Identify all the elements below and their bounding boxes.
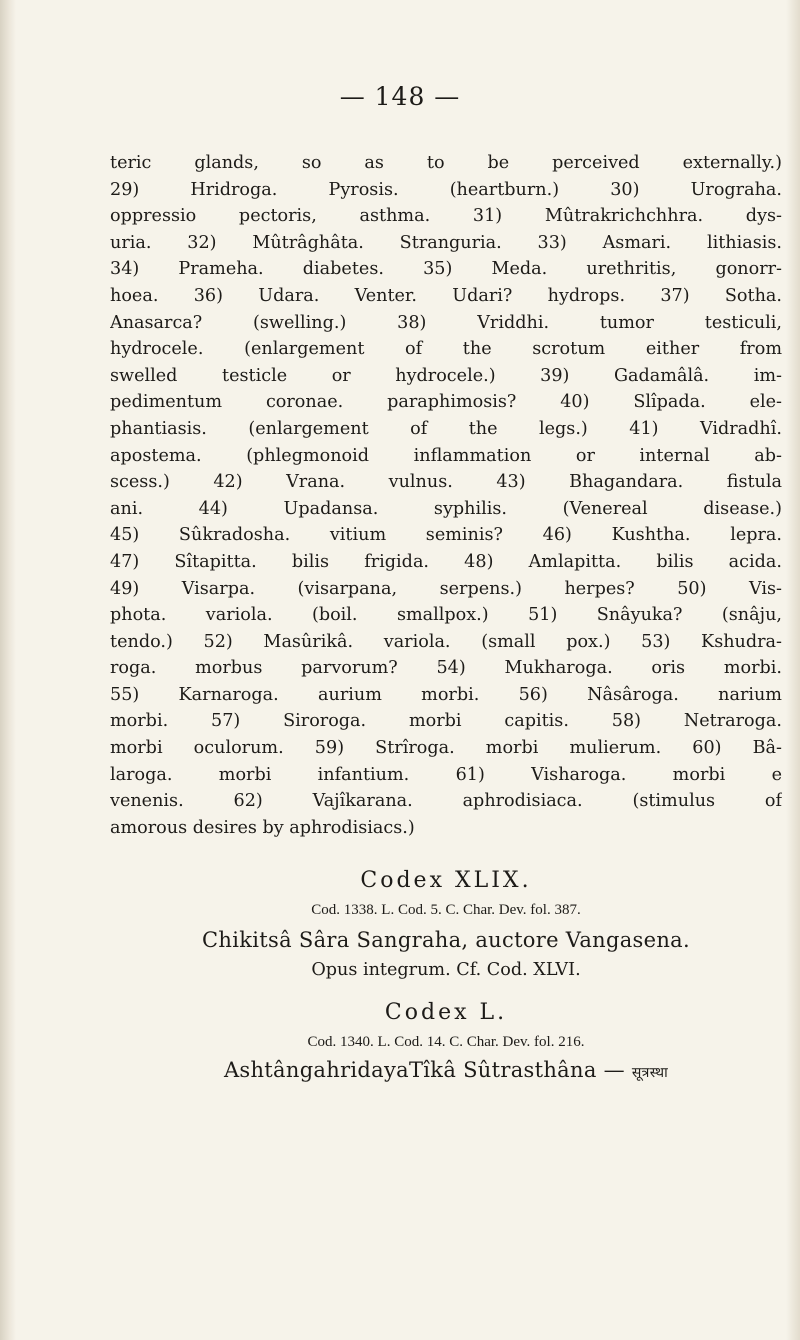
codex-heading: Codex L.: [384, 1000, 508, 1025]
page-edge-shadow: [786, 0, 800, 1340]
text-line: roga. morbus parvorum? 54) Mukharoga. oris morbi.: [110, 658, 782, 679]
codex-heading: Codex XLIX.: [360, 868, 532, 893]
text-line: 49) Visarpa. (visarpana, serpens.) herpes? 50) Vis-: [110, 578, 782, 599]
text-line: ani. 44) Upadansa. syphilis. (Venereal disease.): [110, 498, 782, 519]
text-line: 29) Hridroga. Pyrosis. (heartburn.) 30) Urograha.: [110, 179, 782, 200]
text-line: hoea. 36) Udara. Venter. Udari? hydrops. 37) Sotha.: [110, 285, 782, 306]
page-number: — 148 —: [339, 82, 461, 111]
page-gutter-shadow: [0, 0, 16, 1340]
codex-work-title-text: AshtângahridayaTîkâ Sûtrasthâna —: [223, 1058, 625, 1082]
codex-work-title: [110, 1058, 782, 1082]
text-line: teric glands, so as to be perceived externally.): [110, 153, 782, 173]
body-text: [110, 150, 782, 841]
text-line: 55) Karnaroga. aurium morbi. 56) Nâsâroga. narium: [110, 684, 782, 705]
codex-catalog-reference: Cod. 1338. L. Cod. 5. C. Char. Dev. fol. 387.: [311, 902, 581, 918]
text-line: apostema. (phlegmonoid inflammation or internal ab-: [110, 445, 782, 466]
text-line: 47) Sîtapitta. bilis frigida. 48) Amlapitta. bilis acida.: [110, 551, 782, 572]
text-line: Anasarca? (swelling.) 38) Vriddhi. tumor testiculi,: [110, 312, 782, 333]
text-line: venenis. 62) Vajîkarana. aphrodisiaca. (stimulus of: [110, 791, 782, 812]
text-line: phota. variola. (boil. smallpox.) 51) Snâyuka? (snâju,: [110, 605, 782, 626]
text-line: morbi oculorum. 59) Strîroga. morbi mulierum. 60) Bâ-: [110, 738, 782, 759]
text-line: phantiasis. (enlargement of the legs.) 41) Vidradhî.: [110, 418, 782, 439]
text-line: oppressio pectoris, asthma. 31) Mûtrakrichchhra. dys-: [110, 206, 782, 227]
text-line: uria. 32) Mûtrâghâta. Stranguria. 33) Asmari. lithiasis.: [110, 232, 782, 253]
text-line: scess.) 42) Vrana. vulnus. 43) Bhagandara. fistula: [110, 472, 782, 493]
codex-note: Opus integrum. Cf. Cod. XLVI.: [311, 960, 581, 980]
text-line: hydrocele. (enlargement of the scrotum either from: [110, 339, 782, 360]
text-line: swelled testicle or hydrocele.) 39) Gadamâlâ. im-: [110, 365, 782, 386]
devanagari-text: सूत्रस्था: [631, 1065, 669, 1081]
text-line: pedimentum coronae. paraphimosis? 40) Slîpada. ele-: [110, 392, 782, 413]
text-line: morbi. 57) Siroroga. morbi capitis. 58) Netraroga.: [110, 711, 782, 732]
codex-work-title: Chikitsâ Sâra Sangraha, auctore Vangasena.: [202, 928, 690, 952]
text-line: 45) Sûkradosha. vitium seminis? 46) Kushtha. lepra.: [110, 525, 782, 546]
text-line: tendo.) 52) Masûrikâ. variola. (small pox.) 53) Kshudra-: [110, 631, 782, 652]
codex-catalog-reference: Cod. 1340. L. Cod. 14. C. Char. Dev. fol. 216.: [307, 1034, 585, 1050]
text-line: amorous desires by aphrodisiacs.): [110, 817, 415, 838]
text-line: 34) Prameha. diabetes. 35) Meda. urethritis, gonorr-: [110, 259, 782, 280]
text-line: laroga. morbi infantium. 61) Visharoga. morbi e: [110, 764, 782, 785]
